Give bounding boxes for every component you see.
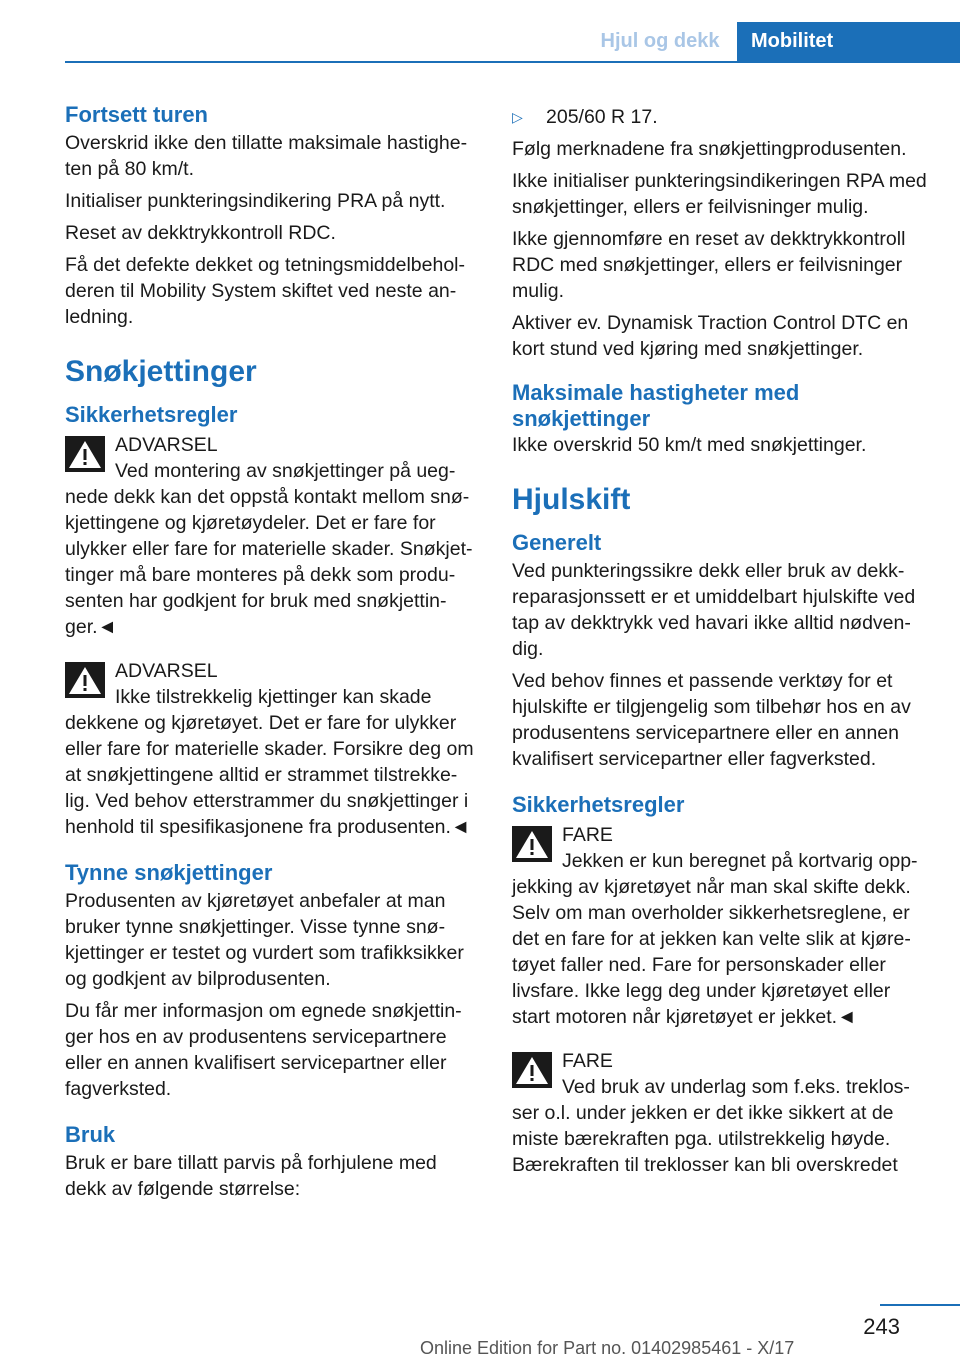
paragraph: Ikke overskrid 50 km/t med snøkjettinger. [512, 434, 867, 456]
header-chapter-tab: Mobilitet [737, 22, 960, 61]
warning-triangle-icon [512, 1052, 552, 1088]
paragraph: Initialiser punkteringsindikering PRA på nytt. [65, 190, 446, 212]
left-column [65, 100, 481, 1208]
danger-label: FARE [562, 1050, 613, 1072]
heading-use: Bruk [65, 1122, 116, 1147]
warning-block [65, 432, 481, 640]
heading-max-speeds: Maksimale hastigheter med snøkjettinger [512, 380, 800, 431]
right-column [512, 100, 930, 1184]
danger-label: FARE [562, 824, 613, 846]
warning-label: ADVARSEL [115, 434, 218, 456]
danger-block [512, 822, 930, 1030]
edition-note: Online Edition for Part no. 01402985461 - X/17 [420, 1338, 795, 1358]
heading-wheel-change: Hjulskift [512, 483, 631, 516]
paragraph: Ved punkteringssikre dekk eller bruk av dekk-reparasjonssett er et umiddelbart hjulskifte ved tap av dekktrykk ved havari ikke alltid nødven-dig. [512, 560, 916, 660]
warning-triangle-icon [65, 662, 105, 698]
heading-thin-chains: Tynne snøkjettinger [65, 860, 273, 885]
danger-text-continued: jekking av kjøretøyet når man skal skifte dekk. Selv om man overholder sikkerhetsreglene, er det en fare for at jekken kan velte slik at kjøre-tøyet faller ned. Fare for personskader eller livsfare. Ikke legg deg under kjøretøyet eller start motoren når kjøretøyet er jekket.◄ [512, 876, 911, 1028]
paragraph: Aktiver ev. Dynamisk Traction Control DTC en kort stund ved kjøring med snøkjettinger. [512, 312, 909, 360]
warning-text-continued: dekkene og kjøretøyet. Det er fare for ulykker eller fare for materielle skader. Forsikre deg om at snøkjettingene alltid er strammet tilstrekke-lig. Ved behov etterstrammer du snøkjettinger i henhold til spesifikasjonene fra produsenten.◄ [65, 712, 474, 838]
header-rule [65, 61, 960, 63]
paragraph: Produsenten av kjøretøyet anbefaler at man bruker tynne snøkjettinger. Visse tynne snø-kjettinger er testet og vurdert som trafikksikker og godkjent av bilprodusenten. [65, 890, 464, 990]
warning-text: Ved montering av snøkjettinger på ueg- [115, 460, 456, 482]
danger-text: Jekken er kun beregnet på kortvarig opp- [562, 850, 918, 872]
warning-triangle-icon [512, 826, 552, 862]
paragraph: Ved behov finnes et passende verktøy for et hjulskifte er tilgjengelig som tilbehør hos en av produsentens servicepartnere eller en annen kvalifisert servicepartner eller fagverksted. [512, 670, 911, 770]
warning-triangle-icon [65, 436, 105, 472]
heading-continue: Fortsett turen [65, 102, 208, 127]
page-number: 243 [863, 1314, 900, 1339]
warning-text-continued: nede dekk kan det oppstå kontakt mellom snø-kjettingene og kjøretøydeler. Det er fare for ulykker eller fare for materielle skader. Snøkjet-tinger må bare monteres på dekk som produ-senten har godkjent for bruk med snøkjettin-ger.◄ [65, 486, 473, 638]
list-item [512, 104, 930, 130]
paragraph: Du får mer informasjon om egnede snøkjettin-ger hos en av produsentens servicepartnere eller en annen kvalifisert servicepartner eller fagverksted. [65, 1000, 462, 1100]
heading-snow-chains: Snøkjettinger [65, 355, 257, 388]
paragraph: Ikke gjennomføre en reset av dekktrykkontroll RDC med snøkjettinger, ellers er feilvisninger mulig. [512, 228, 906, 302]
danger-block [512, 1048, 930, 1178]
list-item-text: 205/60 R 17. [546, 106, 658, 128]
warning-block [65, 658, 481, 840]
footer-rule [880, 1304, 960, 1306]
heading-general: Generelt [512, 530, 602, 555]
danger-text: Ved bruk av underlag som f.eks. treklos- [562, 1076, 910, 1098]
paragraph: Følg merknadene fra snøkjettingprodusenten. [512, 138, 907, 160]
heading-safety-rules: Sikkerhetsregler [65, 402, 238, 427]
header-section-label: Hjul og dekk [600, 30, 720, 52]
paragraph: Ikke initialiser punkteringsindikeringen RPA med snøkjettinger, ellers er feilvisninger mulig. [512, 170, 927, 218]
paragraph: Overskrid ikke den tillatte maksimale hastighe-ten på 80 km/t. [65, 132, 468, 180]
paragraph: Reset av dekktrykkontroll RDC. [65, 222, 336, 244]
paragraph: Bruk er bare tillatt parvis på forhjulene med dekk av følgende størrelse: [65, 1152, 437, 1200]
paragraph: Få det defekte dekket og tetningsmiddelbehol-deren til Mobility System skiftet ved neste an-ledning. [65, 254, 466, 328]
warning-text: Ikke tilstrekkelig kjettinger kan skade [115, 686, 432, 708]
heading-safety-rules: Sikkerhetsregler [512, 792, 685, 817]
danger-text-continued: ser o.l. under jekken er det ikke sikkert at de miste bærekraften pga. utilstrekkelig høyde. Bærekraften til treklosser kan bli overskredet [512, 1102, 898, 1176]
triangle-bullet-icon: ▷ [512, 109, 523, 125]
warning-label: ADVARSEL [115, 660, 218, 682]
